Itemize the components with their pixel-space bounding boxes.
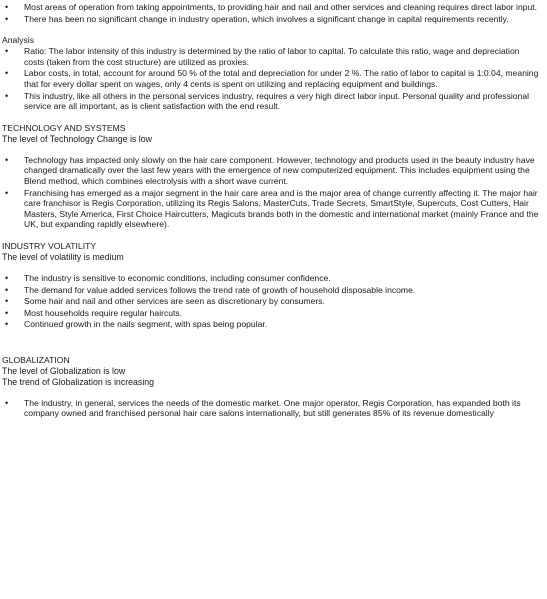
- list-item: • Continued growth in the nails segment, with spas being popular.: [2, 319, 539, 330]
- intro-bullet-list: [2, 2, 539, 24]
- list-item: • The industry, in general, services the needs of the domestic market. One major operator, Regis Corporation, has expanded both its company owned and franchised personal hair care salons internationally, but still generates 85% of its revenue domestically: [2, 398, 539, 419]
- list-item: • The industry is sensitive to economic conditions, including consumer confidence.: [2, 273, 539, 284]
- list-item: • Technology has impacted only slowly on the hair care component. However, technology and products used in the beauty industry have changed dramatically over the last few years with the emergence of new computerized equipment. This includes equipment using the Blend method, which combines electrolysis with a short wave current.: [2, 155, 539, 187]
- technology-bullet-list: [2, 155, 539, 230]
- list-item: • There has been no significant change in industry operation, which involves a significant change in capital requirements recently.: [2, 14, 539, 25]
- volatility-level: The level of volatility is medium: [2, 251, 124, 262]
- technology-heading: TECHNOLOGY AND SYSTEMS: [2, 122, 126, 133]
- globalization-trend: The trend of Globalization is increasing: [2, 376, 155, 387]
- analysis-bullet-list: [2, 46, 539, 112]
- list-item: • Ratio: The labor intensity of this industry is determined by the ratio of labor to capital. To calculate this ratio, wage and depreciation costs (taken from the cost structure) are utilized as proxies.: [2, 46, 539, 67]
- globalization-level: The level of Globalization is low: [2, 365, 126, 376]
- list-item: • Labor costs, in total, account for around 50 % of the total and depreciation for under 2 %. The ratio of labor to capital is 1:0.04, meaning that for every dollar spent on wages, only 4 cents is spent on utilizing and replacing equipment and buildings.: [2, 68, 539, 89]
- list-item: • Franchising has emerged as a major segment in the hair care area and is the major area of change currently affecting it. The major hair care franchisor is Regis Corporation, utilizing its Regis Salons, MasterCuts, Trade Secrets, SmartStyle, Supercuts, Cost Cutters, Hair Masters, Style America, First Choice Haircutters, Magicuts brands both in the domestic and international market (mainly France and the UK, but expanding rapidly elsewhere).: [2, 188, 539, 230]
- list-item: • The demand for value added services follows the trend rate of growth of household disposable income.: [2, 285, 539, 296]
- volatility-bullet-list: [2, 273, 539, 330]
- technology-level: The level of Technology Change is low: [2, 133, 152, 144]
- list-item: • This industry, like all others in the personal services industry, requires a very high direct labor input. Personal quality and professional service are all important, as is client satisfaction with the end result.: [2, 91, 539, 112]
- list-item: • Some hair and nail and other services are seen as discretionary by consumers.: [2, 296, 539, 307]
- list-item: • Most areas of operation from taking appointments, to providing hair and nail and other services and cleaning requires direct labor input.: [2, 2, 539, 13]
- list-item: • Most households require regular haircuts.: [2, 308, 539, 319]
- analysis-heading: Analysis: [2, 35, 34, 46]
- globalization-heading: GLOBALIZATION: [2, 354, 70, 365]
- globalization-bullet-list: [2, 398, 539, 419]
- volatility-heading: INDUSTRY VOLATILITY: [2, 240, 97, 251]
